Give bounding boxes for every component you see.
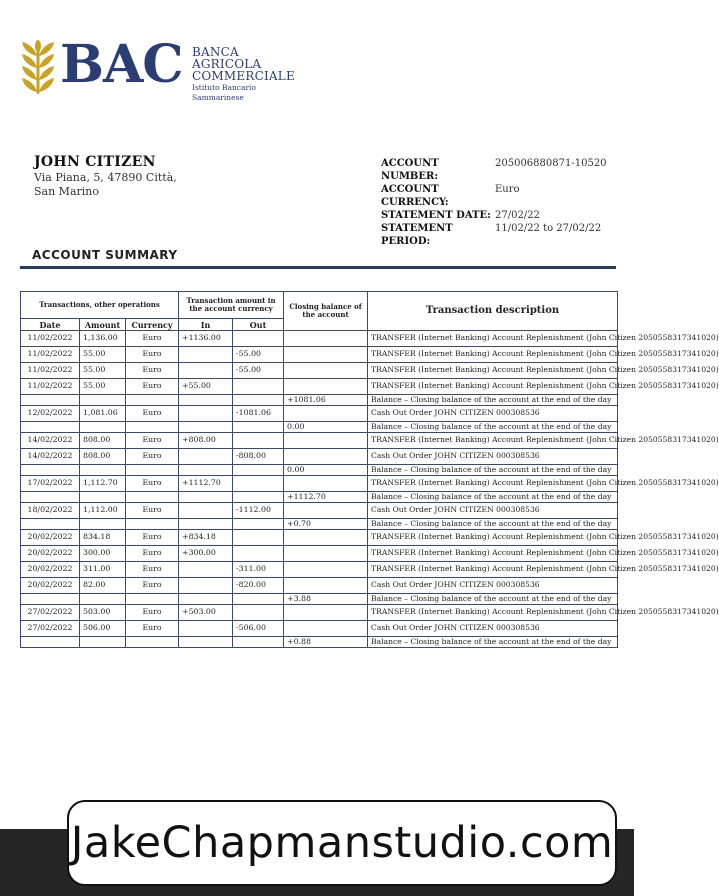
cell-date xyxy=(21,422,80,433)
header-amount: Amount xyxy=(80,319,126,331)
cell-closing-balance: +1112.70 xyxy=(284,492,368,503)
cell-out xyxy=(233,331,284,347)
cell-in xyxy=(179,395,233,406)
cell-in xyxy=(179,621,233,637)
cell-date: 11/02/2022 xyxy=(21,379,80,395)
cell-in xyxy=(179,562,233,578)
cell-amount: 506.00 xyxy=(80,621,126,637)
bank-name-line-2: AGRICOLA xyxy=(192,57,262,71)
cell-in xyxy=(179,422,233,433)
cell-in xyxy=(179,449,233,465)
cell-amount xyxy=(80,519,126,530)
watermark-text: JakeChapmanstudio.com xyxy=(70,818,614,868)
cell-closing-balance xyxy=(284,546,368,562)
cell-out: -1081.06 xyxy=(233,406,284,422)
cell-currency: Euro xyxy=(126,562,179,578)
customer-name: JOHN CITIZEN xyxy=(34,154,156,170)
bank-name-line-1: BANCA xyxy=(192,45,239,59)
cell-date: 14/02/2022 xyxy=(21,449,80,465)
customer-address xyxy=(34,171,177,199)
account-number-label: ACCOUNT NUMBER: xyxy=(381,158,439,182)
table-header-row xyxy=(21,292,618,319)
balance-row xyxy=(21,594,618,605)
cell-currency: Euro xyxy=(126,530,179,546)
cell-description: Balance – Closing balance of the account at the end of the day xyxy=(368,594,618,605)
cell-amount: 300.00 xyxy=(80,546,126,562)
cell-closing-balance: +3.88 xyxy=(284,594,368,605)
account-currency-value: Euro xyxy=(495,184,520,195)
cell-currency: Euro xyxy=(126,605,179,621)
cell-description: TRANSFER (Internet Banking) Account Replenishment (John Citizen 2050558317341020) xyxy=(368,562,618,578)
cell-amount: 834.18 xyxy=(80,530,126,546)
bank-name-line-3: COMMERCIALE xyxy=(192,69,295,83)
account-number-value: 205006880871-10520 xyxy=(495,158,607,169)
cell-description: TRANSFER (Internet Banking) Account Replenishment (John Citizen 2050558317341020) xyxy=(368,546,618,562)
cell-description: Balance – Closing balance of the account at the end of the day xyxy=(368,465,618,476)
cell-closing-balance xyxy=(284,331,368,347)
cell-out xyxy=(233,519,284,530)
cell-amount xyxy=(80,594,126,605)
table-row xyxy=(21,449,618,465)
cell-currency xyxy=(126,465,179,476)
statement-period-value: 11/02/22 to 27/02/22 xyxy=(495,223,602,234)
cell-currency: Euro xyxy=(126,503,179,519)
table-row xyxy=(21,530,618,546)
cell-amount: 808.00 xyxy=(80,449,126,465)
cell-in: +834.18 xyxy=(179,530,233,546)
table-row xyxy=(21,605,618,621)
account-number-row xyxy=(381,157,607,183)
cell-description: TRANSFER (Internet Banking) Account Replenishment (John Citizen 2050558317341020) xyxy=(368,605,618,621)
account-currency-row xyxy=(381,183,607,209)
cell-currency: Euro xyxy=(126,449,179,465)
cell-currency: Euro xyxy=(126,406,179,422)
table-row xyxy=(21,562,618,578)
cell-currency: Euro xyxy=(126,476,179,492)
cell-description: Cash Out Order JOHN CITIZEN 000308536 xyxy=(368,449,618,465)
table-row xyxy=(21,546,618,562)
cell-date: 27/02/2022 xyxy=(21,605,80,621)
table-row xyxy=(21,503,618,519)
section-divider xyxy=(20,266,616,269)
balance-row xyxy=(21,637,618,648)
cell-description: TRANSFER (Internet Banking) Account Replenishment (John Citizen 2050558317341020) xyxy=(368,433,618,449)
cell-closing-balance xyxy=(284,363,368,379)
cell-description: TRANSFER (Internet Banking) Account Replenishment (John Citizen 2050558317341020) xyxy=(368,347,618,363)
cell-in xyxy=(179,406,233,422)
cell-closing-balance xyxy=(284,379,368,395)
cell-in xyxy=(179,594,233,605)
cell-date: 11/02/2022 xyxy=(21,363,80,379)
table-row xyxy=(21,621,618,637)
cell-amount: 55.00 xyxy=(80,363,126,379)
cell-in xyxy=(179,503,233,519)
cell-in: +55.00 xyxy=(179,379,233,395)
cell-in: +1136.00 xyxy=(179,331,233,347)
cell-out xyxy=(233,465,284,476)
cell-date xyxy=(21,395,80,406)
table-row xyxy=(21,433,618,449)
cell-amount: 808.00 xyxy=(80,433,126,449)
cell-currency: Euro xyxy=(126,546,179,562)
address-line-1: Via Piana, 5, 47890 Città, xyxy=(34,171,177,184)
cell-description: Cash Out Order JOHN CITIZEN 000308536 xyxy=(368,503,618,519)
cell-description: Balance – Closing balance of the account at the end of the day xyxy=(368,422,618,433)
cell-description: Balance – Closing balance of the account at the end of the day xyxy=(368,492,618,503)
cell-out xyxy=(233,530,284,546)
table-row xyxy=(21,379,618,395)
header-currency: Currency xyxy=(126,319,179,331)
statement-period-label: STATEMENT PERIOD: xyxy=(381,223,453,247)
cell-closing-balance: 0.00 xyxy=(284,422,368,433)
cell-out xyxy=(233,546,284,562)
statement-date-label: STATEMENT DATE: xyxy=(381,210,491,221)
cell-description: TRANSFER (Internet Banking) Account Replenishment (John Citizen 2050558317341020) xyxy=(368,476,618,492)
wheat-icon xyxy=(20,40,56,96)
table-row xyxy=(21,578,618,594)
statement-date-value: 27/02/22 xyxy=(495,210,540,221)
cell-out xyxy=(233,433,284,449)
account-details xyxy=(381,157,607,248)
cell-closing-balance: +1081.06 xyxy=(284,395,368,406)
cell-amount xyxy=(80,422,126,433)
cell-currency: Euro xyxy=(126,578,179,594)
header-description: Transaction description xyxy=(368,292,618,331)
header-transactions-group: Transactions, other operations xyxy=(21,292,179,319)
header-closing-balance: Closing balance of the account xyxy=(284,292,368,331)
cell-amount: 503.00 xyxy=(80,605,126,621)
section-title: ACCOUNT SUMMARY xyxy=(32,248,178,262)
header-out: Out xyxy=(233,319,284,331)
cell-description: TRANSFER (Internet Banking) Account Replenishment (John Citizen 2050558317341020) xyxy=(368,379,618,395)
watermark xyxy=(67,800,617,886)
cell-currency: Euro xyxy=(126,331,179,347)
cell-description: Cash Out Order JOHN CITIZEN 000308536 xyxy=(368,578,618,594)
cell-description: TRANSFER (Internet Banking) Account Replenishment (John Citizen 2050558317341020) xyxy=(368,363,618,379)
cell-currency: Euro xyxy=(126,379,179,395)
cell-date xyxy=(21,519,80,530)
cell-closing-balance xyxy=(284,406,368,422)
cell-currency xyxy=(126,492,179,503)
cell-description: Balance – Closing balance of the account at the end of the day xyxy=(368,395,618,406)
cell-date: 14/02/2022 xyxy=(21,433,80,449)
cell-out xyxy=(233,594,284,605)
cell-description: Cash Out Order JOHN CITIZEN 000308536 xyxy=(368,621,618,637)
cell-currency xyxy=(126,395,179,406)
cell-currency: Euro xyxy=(126,363,179,379)
cell-amount: 311.00 xyxy=(80,562,126,578)
address-line-2: San Marino xyxy=(34,185,99,198)
cell-in: +300.00 xyxy=(179,546,233,562)
table-row xyxy=(21,331,618,347)
cell-closing-balance: +0.88 xyxy=(284,637,368,648)
cell-amount: 1,112.00 xyxy=(80,503,126,519)
cell-closing-balance: +0.70 xyxy=(284,519,368,530)
cell-currency: Euro xyxy=(126,621,179,637)
cell-currency: Euro xyxy=(126,347,179,363)
logo-letters: BAC xyxy=(60,34,183,95)
cell-currency xyxy=(126,519,179,530)
cell-out xyxy=(233,422,284,433)
cell-date: 27/02/2022 xyxy=(21,621,80,637)
cell-date: 11/02/2022 xyxy=(21,331,80,347)
cell-closing-balance xyxy=(284,621,368,637)
balance-row xyxy=(21,492,618,503)
cell-in xyxy=(179,363,233,379)
cell-description: TRANSFER (Internet Banking) Account Replenishment (John Citizen 2050558317341020) xyxy=(368,331,618,347)
cell-amount xyxy=(80,465,126,476)
cell-in xyxy=(179,637,233,648)
cell-currency xyxy=(126,637,179,648)
cell-out xyxy=(233,492,284,503)
cell-out xyxy=(233,605,284,621)
cell-currency xyxy=(126,422,179,433)
cell-closing-balance xyxy=(284,347,368,363)
cell-out xyxy=(233,379,284,395)
cell-closing-balance xyxy=(284,433,368,449)
cell-out xyxy=(233,637,284,648)
cell-date xyxy=(21,492,80,503)
cell-date: 12/02/2022 xyxy=(21,406,80,422)
cell-in xyxy=(179,492,233,503)
cell-closing-balance xyxy=(284,562,368,578)
bank-name xyxy=(192,46,302,103)
cell-currency: Euro xyxy=(126,433,179,449)
cell-in: +808.00 xyxy=(179,433,233,449)
cell-out: -55.00 xyxy=(233,347,284,363)
cell-date xyxy=(21,594,80,605)
cell-date: 20/02/2022 xyxy=(21,530,80,546)
cell-date: 20/02/2022 xyxy=(21,562,80,578)
balance-row xyxy=(21,465,618,476)
header-in: In xyxy=(179,319,233,331)
balance-row xyxy=(21,395,618,406)
cell-out: -506.00 xyxy=(233,621,284,637)
header-amount-group: Transaction amount in the account currency xyxy=(179,292,284,319)
cell-out: -820.00 xyxy=(233,578,284,594)
cell-description: Cash Out Order JOHN CITIZEN 000308536 xyxy=(368,406,618,422)
cell-description: Balance – Closing balance of the account at the end of the day xyxy=(368,519,618,530)
transactions-table xyxy=(20,291,719,648)
cell-date: 20/02/2022 xyxy=(21,578,80,594)
bank-subtitle: Istituto Bancario Sammarinese xyxy=(192,83,256,102)
cell-in: +503.00 xyxy=(179,605,233,621)
cell-date xyxy=(21,465,80,476)
transactions-body xyxy=(21,331,719,648)
table-row xyxy=(21,476,618,492)
cell-date: 18/02/2022 xyxy=(21,503,80,519)
cell-date: 11/02/2022 xyxy=(21,347,80,363)
cell-in xyxy=(179,519,233,530)
cell-amount xyxy=(80,492,126,503)
cell-amount xyxy=(80,395,126,406)
cell-description: TRANSFER (Internet Banking) Account Replenishment (John Citizen 2050558317341020) xyxy=(368,530,618,546)
cell-out: -808.00 xyxy=(233,449,284,465)
cell-closing-balance xyxy=(284,605,368,621)
cell-out: -311.00 xyxy=(233,562,284,578)
cell-in xyxy=(179,465,233,476)
cell-date xyxy=(21,637,80,648)
cell-out: -55.00 xyxy=(233,363,284,379)
cell-amount xyxy=(80,637,126,648)
header-date: Date xyxy=(21,319,80,331)
cell-date: 17/02/2022 xyxy=(21,476,80,492)
cell-amount: 1,136.00 xyxy=(80,331,126,347)
cell-closing-balance: 0.00 xyxy=(284,465,368,476)
cell-out xyxy=(233,395,284,406)
cell-amount: 1,112.70 xyxy=(80,476,126,492)
cell-in xyxy=(179,347,233,363)
cell-currency xyxy=(126,594,179,605)
cell-closing-balance xyxy=(284,578,368,594)
balance-row xyxy=(21,519,618,530)
cell-out xyxy=(233,476,284,492)
statement-date-row xyxy=(381,209,607,222)
cell-amount: 55.00 xyxy=(80,347,126,363)
cell-amount: 55.00 xyxy=(80,379,126,395)
cell-closing-balance xyxy=(284,503,368,519)
balance-row xyxy=(21,422,618,433)
account-currency-label: ACCOUNT CURRENCY: xyxy=(381,184,449,208)
cell-amount: 1,081.06 xyxy=(80,406,126,422)
cell-date: 20/02/2022 xyxy=(21,546,80,562)
table-row xyxy=(21,347,618,363)
cell-in xyxy=(179,578,233,594)
cell-out: -1112.00 xyxy=(233,503,284,519)
table-row xyxy=(21,406,618,422)
cell-amount: 82.00 xyxy=(80,578,126,594)
cell-closing-balance xyxy=(284,449,368,465)
statement-period-row xyxy=(381,222,607,248)
cell-in: +1112.70 xyxy=(179,476,233,492)
cell-closing-balance xyxy=(284,476,368,492)
table-row xyxy=(21,363,618,379)
cell-description: Balance – Closing balance of the account at the end of the day xyxy=(368,637,618,648)
cell-closing-balance xyxy=(284,530,368,546)
